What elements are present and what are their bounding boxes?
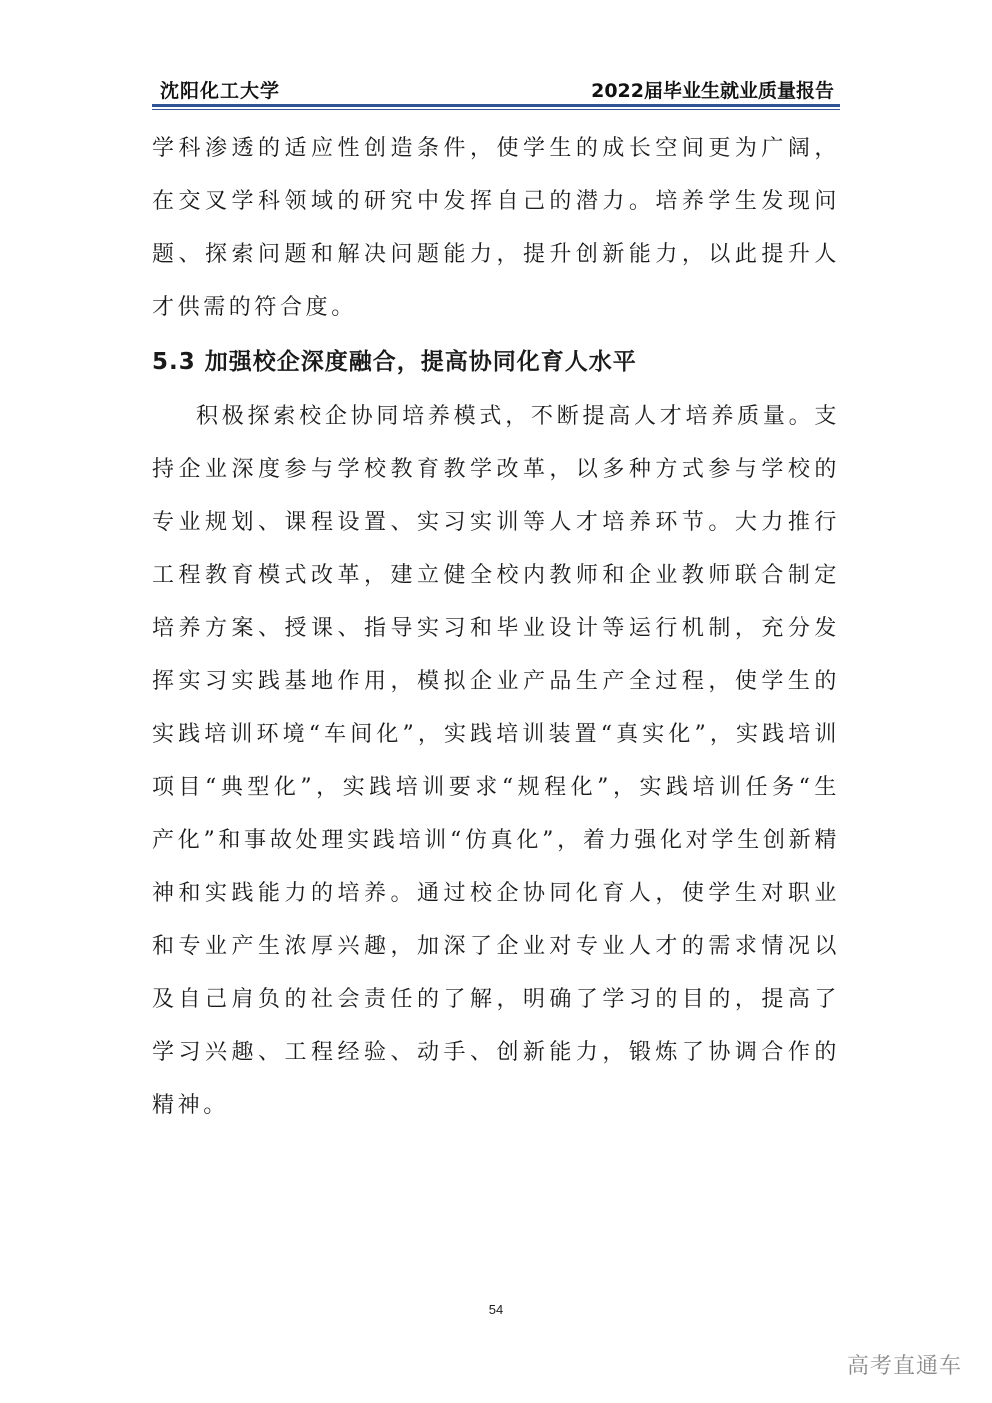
page-content (152, 122, 840, 1132)
body-paragraph: 积极探索校企协同培养模式，不断提高人才培养质量。支持企业深度参与学校教育教学改革，以多种方式参与学校的专业规划、课程设置、实习实训等人才培养环节。大力推行工程教育模式改革，建立健全校内教师和企业教师联合制定培养方案、授课、指导实习和毕业设计等运行机制，充分发挥实习实践基地作用，模拟企业产品生产全过程，使学生的实践培训环境“车间化”，实践培训装置“真实化”，实践培训项目“典型化”，实践培训要求“规程化”，实践培训任务“生产化”和事故处理实践培训“仿真化”，着力强化对学生创新精神和实践能力的培养。通过校企协同化育人，使学生对职业和专业产生浓厚兴趣，加深了企业对专业人才的需求情况以及自己肩负的社会责任的了解，明确了学习的目的，提高了学习兴趣、工程经验、动手、创新能力，锻炼了协调合作的精神。 (152, 404, 840, 1118)
header-report-title: 2022届毕业生就业质量报告 (591, 80, 834, 102)
page-number: 54 (488, 1302, 504, 1317)
header-rule-thick (152, 104, 840, 107)
header-university-name: 沈阳化工大学 (160, 80, 281, 102)
header-rule-thin (152, 109, 840, 110)
page-header (152, 74, 840, 104)
section-heading: 5.3 加强校企深度融合，提高协同化育人水平 (152, 349, 637, 375)
watermark-text: 高考直通车 (846, 1354, 962, 1379)
continued-paragraph: 学科渗透的适应性创造条件，使学生的成长空间更为广阔，在交叉学科领域的研究中发挥自己的潜力。培养学生发现问题、探索问题和解决问题能力，提升创新能力，以此提升人才供需的符合度。 (152, 136, 840, 320)
